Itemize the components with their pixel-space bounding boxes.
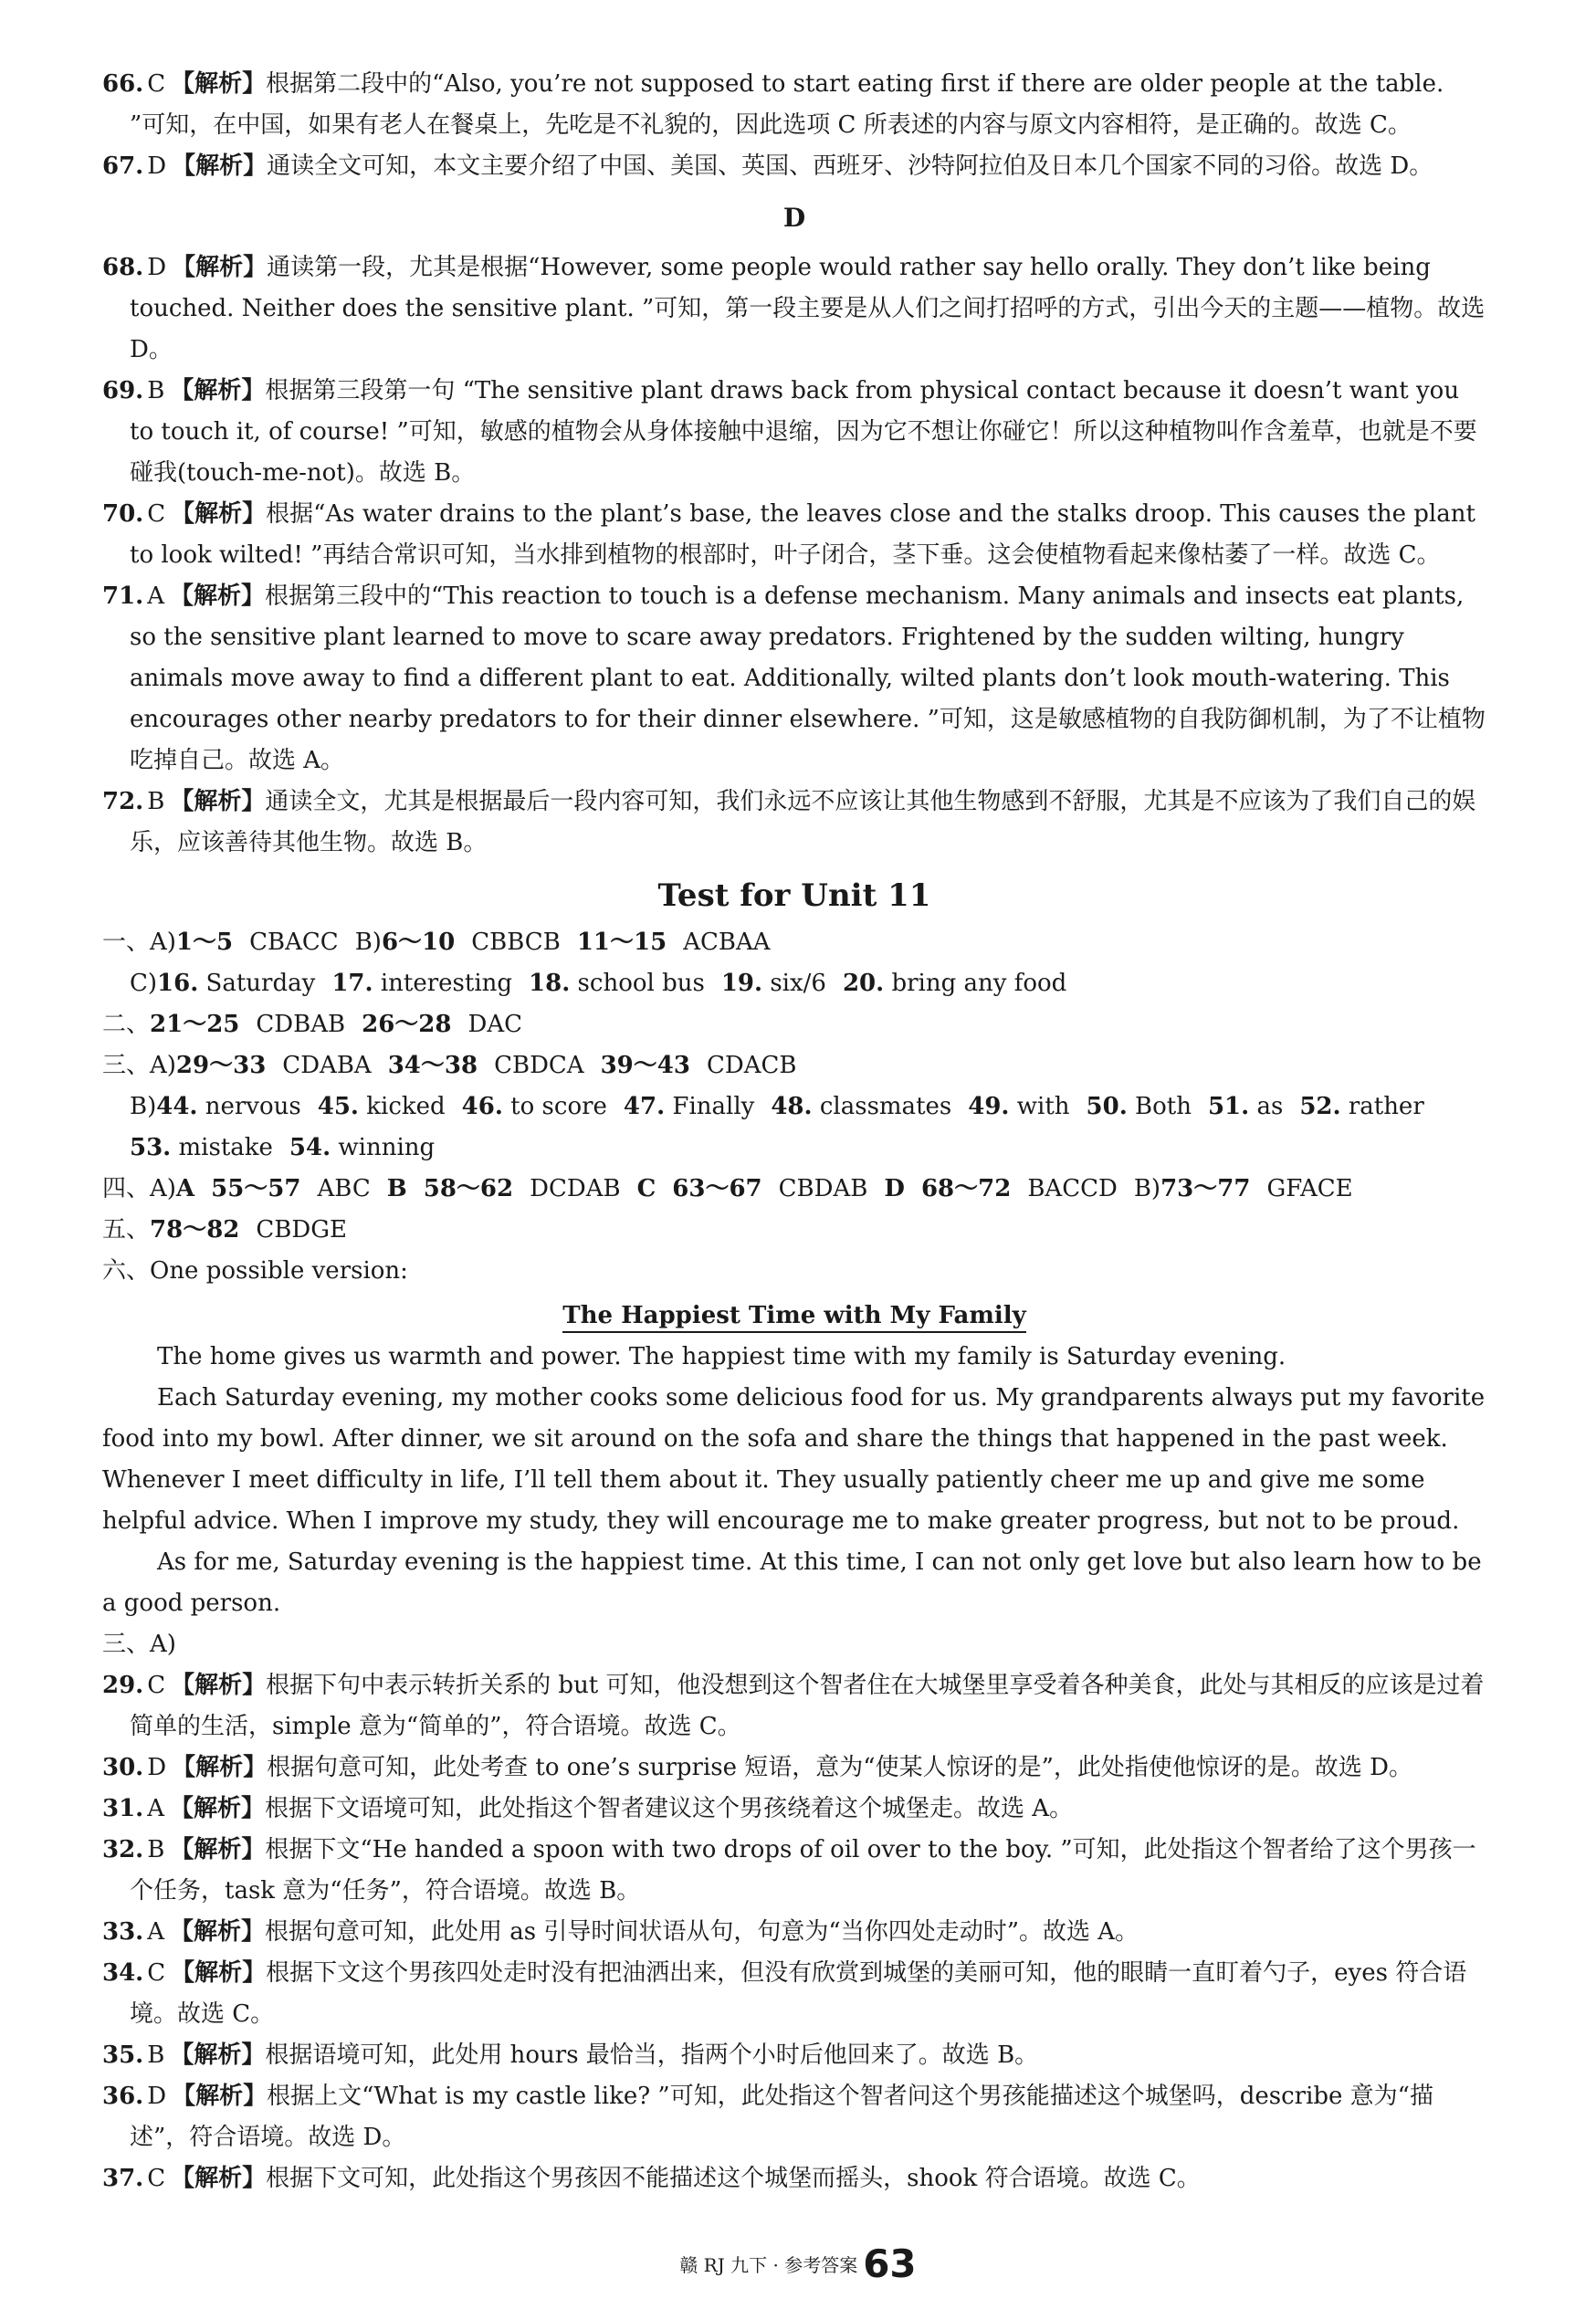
- explanations-section-d: [102, 247, 1486, 864]
- answer-line-5: B)44. nervous 45. kicked 46. to score 47. Finally 48. classmates 49. with 50. Both 51. as 52. rather: [130, 1093, 1424, 1120]
- item-number: 29.: [102, 1672, 144, 1699]
- item-answer: C: [147, 500, 166, 528]
- answer-line-9: 六、One possible version:: [102, 1257, 408, 1285]
- item-answer: B: [147, 2041, 165, 2069]
- essay-paragraph: As for me, Saturday evening is the happiest time. At this time, I can not only get love but also learn how to be a good person.: [102, 1548, 1482, 1617]
- analysis-tag: 【解析】: [171, 500, 267, 528]
- explanation-item: [102, 494, 1486, 576]
- analysis-tag: 【解析】: [172, 1754, 268, 1781]
- essay: [102, 1337, 1486, 1624]
- analysis-tag: 【解析】: [170, 2041, 266, 2069]
- analysis-tag: 【解析】: [172, 152, 268, 180]
- analysis-tag: 【解析】: [170, 1836, 266, 1863]
- answer-line-4: 三、A)29～33 CDABA 34～38 CBDCA 39～43 CDACB: [102, 1052, 797, 1079]
- item-explanation: 根据下文可知，此处指这个男孩因不能描述这个城堡而摇头，shook 符合语境。故选 C。: [266, 2165, 1201, 2192]
- answer-line-7: 四、A)A 55～57 ABC B 58～62 DCDAB C 63～67 CBDAB D 68～72 BACCD B)73～77 GFACE: [102, 1175, 1353, 1202]
- answer-line-1: 一、A)1～5 CBACC B)6～10 CBBCB 11～15 ACBAA: [102, 929, 771, 956]
- explanation-item: [102, 1747, 1486, 1789]
- item-explanation: 根据句意可知，此处考查 to one’s surprise 短语，意为“使某人惊讶的是”，此处指使他惊讶的是。故选 D。: [267, 1754, 1412, 1781]
- item-answer: D: [147, 2083, 167, 2110]
- explanation-item: [102, 371, 1486, 494]
- item-number: 30.: [102, 1754, 144, 1781]
- item-explanation: 根据下句中表示转折关系的 but 可知，他没想到这个智者住在大城堡里享受着各种美食，此处与其相反的应该是过着简单的生活，simple 意为“简单的”，符合语境。故选 C。: [130, 1672, 1485, 1740]
- item-explanation: 根据第三段第一句 “The sensitive plant draws back from physical contact because it doesn’t want you to touch it, of course! ”可知，敏感的植物会从身体接触中退缩，因为它不想让你碰它！所以这种植物叫作含羞草，也就是不要碰我(touch-me-not)。故选 B。: [130, 377, 1477, 487]
- item-answer: B: [147, 1836, 165, 1863]
- analysis-tag: 【解析】: [171, 1959, 267, 1987]
- essay-title: The Happiest Time with My Family: [102, 1296, 1486, 1337]
- answer-line-2: C)16. Saturday 17. interesting 18. school bus 19. six/6 20. bring any food: [130, 970, 1067, 997]
- explanation-item: [102, 64, 1486, 146]
- analysis-tag: 【解析】: [170, 788, 266, 815]
- item-number: 32.: [102, 1836, 144, 1863]
- item-explanation: 根据语境可知，此处用 hours 最恰当，指两个小时后他回来了。故选 B。: [265, 2041, 1039, 2069]
- item-answer: C: [147, 2165, 166, 2192]
- section-heading-d: D: [782, 203, 806, 233]
- essay-paragraph: The home gives us warmth and power. The happiest time with my family is Saturday evening.: [157, 1343, 1286, 1370]
- answer-line-6: 53. mistake 54. winning: [130, 1134, 436, 1161]
- item-answer: C: [147, 1959, 166, 1987]
- item-explanation: 根据“As water drains to the plant’s base, the leaves close and the stalks droop. This causes the plant to look wilted! ”再结合常识可知，当水排到植物的根部时，叶子闭合，茎下垂。这会使植物看起来像枯萎了一样。故选 C。: [130, 500, 1475, 569]
- item-answer: C: [147, 1672, 166, 1699]
- item-answer: A: [147, 582, 165, 610]
- essay-paragraph: Each Saturday evening, my mother cooks some delicious food for us. My grandparents always put my favorite food into my bowl. After dinner, we sit around on the sofa and share the things that happened in the past week. Whenever I meet difficulty in life, I’ll tell them about it. They usually patiently cheer me up and give me some helpful advice. When I improve my study, they will encourage me to make greater progress, but not to be proud.: [102, 1384, 1486, 1535]
- explanation-item: [102, 1665, 1486, 1747]
- item-answer: C: [147, 70, 166, 98]
- explanation-item: [102, 782, 1486, 864]
- item-explanation: 根据第二段中的“Also, you’re not supposed to start eating first if there are older people at the table. ”可知，在中国，如果有老人在餐桌上，先吃是不礼貌的，因此选项 C 所表述的内容与原文内容相符，是正确的。故选 C。: [130, 70, 1444, 139]
- explanation-item: [102, 2035, 1486, 2076]
- item-number: 71.: [102, 582, 144, 610]
- page-footer: [0, 2241, 1596, 2286]
- item-number: 36.: [102, 2083, 144, 2110]
- item-number: 33.: [102, 1918, 144, 1946]
- answer-line-3: 二、21～25 CDBAB 26～28 DAC: [102, 1011, 523, 1038]
- item-explanation: 通读第一段，尤其是根据“However, some people would rather say hello orally. They don’t like being touched. Neither does the sensitive plant. ”可知，第一段主要是从人们之间打招呼的方式，引出今天的主题——植物。故选 D。: [130, 254, 1486, 363]
- item-explanation: 根据上文“What is my castle like? ”可知，此处指这个智者问这个男孩能描述这个城堡吗，describe 意为“描述”，符合语境。故选 D。: [130, 2083, 1433, 2151]
- item-number: 37.: [102, 2165, 144, 2192]
- explanation-item: [102, 2076, 1486, 2158]
- analysis-tag: 【解析】: [171, 2165, 267, 2192]
- item-answer: A: [147, 1918, 165, 1946]
- analysis-tag: 【解析】: [170, 377, 266, 404]
- item-answer: D: [147, 152, 167, 180]
- item-number: 68.: [102, 254, 144, 281]
- analysis-tag: 【解析】: [170, 582, 266, 610]
- item-number: 67.: [102, 152, 144, 180]
- answer-line-8: 五、78～82 CBDGE: [102, 1216, 347, 1244]
- item-number: 35.: [102, 2041, 144, 2069]
- item-number: 69.: [102, 377, 144, 404]
- explanations-bottom: [102, 1665, 1486, 2199]
- answer-key: [102, 922, 1486, 1292]
- item-explanation: 根据下文这个男孩四处走时没有把油洒出来，但没有欣赏到城堡的美丽可知，他的眼睛一直盯着勺子，eyes 符合语境。故选 C。: [130, 1959, 1467, 2028]
- item-number: 31.: [102, 1795, 144, 1822]
- item-answer: D: [147, 254, 167, 281]
- explanation-item: [102, 576, 1486, 782]
- item-answer: D: [147, 1754, 167, 1781]
- item-number: 66.: [102, 70, 144, 98]
- page-number: 63: [863, 2241, 917, 2286]
- analysis-tag: 【解析】: [170, 1918, 266, 1946]
- analysis-tag: 【解析】: [171, 1672, 267, 1699]
- item-explanation: 通读全文可知，本文主要介绍了中国、美国、英国、西班牙、沙特阿拉伯及日本几个国家不同的习俗。故选 D。: [267, 152, 1433, 180]
- footer-label: 赣 RJ 九下 · 参考答案: [679, 2254, 858, 2276]
- item-explanation: 根据下文语境可知，此处指这个智者建议这个男孩绕着这个城堡走。故选 A。: [265, 1795, 1074, 1822]
- explanation-item: [102, 1953, 1486, 2035]
- explanations-top: [102, 64, 1486, 187]
- explanation-item: [102, 146, 1486, 187]
- unit-title: Test for Unit 11: [657, 877, 931, 914]
- analysis-tag: 【解析】: [172, 254, 268, 281]
- item-number: 34.: [102, 1959, 144, 1987]
- item-answer: A: [147, 1795, 165, 1822]
- item-number: 72.: [102, 788, 144, 815]
- section-3a-heading: 三、A): [102, 1631, 176, 1658]
- explanation-item: [102, 1830, 1486, 1912]
- analysis-tag: 【解析】: [171, 70, 267, 98]
- explanation-item: [102, 1789, 1486, 1830]
- explanation-item: [102, 1912, 1486, 1953]
- item-explanation: 通读全文，尤其是根据最后一段内容可知，我们永远不应该让其他生物感到不舒服，尤其是不应该为了我们自己的娱乐，应该善待其他生物。故选 B。: [130, 788, 1476, 856]
- item-answer: B: [147, 377, 165, 404]
- item-explanation: 根据句意可知，此处用 as 引导时间状语从句，句意为“当你四处走动时”。故选 A。: [265, 1918, 1139, 1946]
- item-answer: B: [147, 788, 165, 815]
- analysis-tag: 【解析】: [170, 1795, 266, 1822]
- item-explanation: 根据下文“He handed a spoon with two drops of oil over to the boy. ”可知，此处指这个智者给了这个男孩一个任务，task 意为“任务”，符合语境。故选 B。: [130, 1836, 1476, 1905]
- explanation-item: [102, 247, 1486, 371]
- explanation-item: [102, 2158, 1486, 2199]
- analysis-tag: 【解析】: [172, 2083, 268, 2110]
- item-explanation: 根据第三段中的“This reaction to touch is a defense mechanism. Many animals and insects eat plants, so the sensitive plant learned to move to scare away predators. Frightened by the sudden wilting, hungry animals move away to find a different plant to eat. Additionally, wilted plants don’t look mouth-watering. This encourages other nearby predators to for their dinner elsewhere. ”可知，这是敏感植物的自我防御机制，为了不让植物吃掉自己。故选 A。: [130, 582, 1486, 774]
- item-number: 70.: [102, 500, 144, 528]
